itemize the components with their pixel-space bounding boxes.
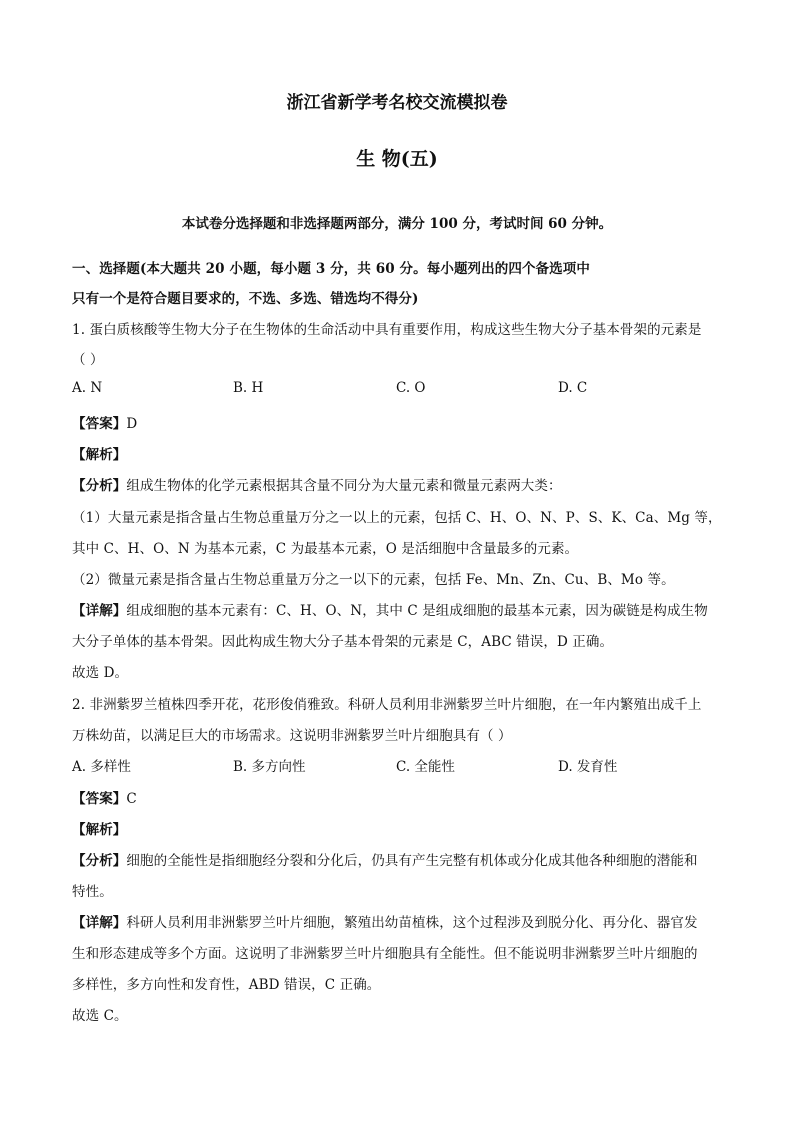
q2-fenxi-text-1: 细胞的全能性是指细胞经分裂和分化后，仍具有产生完整有机体或分化成其他各种细胞的潜能和	[126, 853, 698, 869]
q2-stem-line-1: 2. 非洲紫罗兰植株四季开花，花形俊俏雅致。科研人员利用非洲紫罗兰叶片细胞，在一年内繁殖出成千上	[72, 697, 702, 713]
q1-answer	[72, 412, 137, 432]
q1-detail-line-2: 大分子单体的基本骨架。因此构成生物大分子基本骨架的元素是 C，ABC 错误，D 正确。	[72, 634, 614, 650]
q2-answer-value: C	[126, 791, 137, 807]
q2-stem-line-2: 万株幼苗，以满足巨大的市场需求。这说明非洲紫罗兰叶片细胞具有（ ）	[72, 728, 512, 744]
q1-macro-elements-line-2: 其中 C、H、O、N 为基本元素，C 为最基本元素，O 是活细胞中含量最多的元素。	[72, 541, 579, 557]
q2-fenxi	[72, 849, 698, 869]
q2-fenxi-line-2: 特性。	[72, 884, 113, 900]
q1-conclusion: 故选 D。	[72, 665, 129, 681]
q2-answer	[72, 787, 137, 807]
q2-conclusion: 故选 C。	[72, 1008, 128, 1024]
exam-intro: 本试卷分选择题和非选择题两部分，满分 100 分，考试时间 60 分钟。	[181, 216, 613, 232]
q2-detail-text-1: 科研人员利用非洲紫罗兰叶片细胞，繁殖出幼苗植株，这个过程涉及到脱分化、再分化、器官发	[126, 915, 698, 931]
q2-option-d: D. 发育性	[558, 759, 618, 775]
section-heading-line-2: 只有一个是符合题目要求的，不选、多选、错选均不得分)	[72, 291, 419, 307]
q2-fenxi-label: 【分析】	[72, 853, 127, 869]
q1-option-c: C. O	[396, 380, 426, 396]
exam-title: 浙江省新学考名校交流模拟卷	[286, 93, 508, 113]
q1-detail-text-1: 组成细胞的基本元素有：C、H、O、N，其中 C 是组成细胞的最基本元素，因为碳链是构成生物	[126, 603, 708, 619]
q1-stem-line-2: （ ）	[72, 352, 104, 368]
q1-analysis-label: 【解析】	[72, 447, 127, 463]
q1-stem-line-1: 1. 蛋白质核酸等生物大分子在生物体的生命活动中具有重要作用，构成这些生物大分子基本骨架的元素是	[72, 322, 702, 338]
q1-option-b: B. H	[233, 380, 264, 396]
q1-answer-label: 【答案】	[72, 416, 127, 432]
q1-macro-elements-line-1: （1）大量元素是指含量占生物总重量万分之一以上的元素，包括 C、H、O、N、P、S、K、Ca、Mg 等，	[72, 510, 722, 526]
q1-option-d: D. C	[558, 380, 588, 396]
q2-answer-label: 【答案】	[72, 791, 127, 807]
q1-answer-value: D	[126, 416, 138, 432]
q2-detail-line-3: 多样性，多方向性和发育性，ABD 错误，C 正确。	[72, 977, 381, 993]
q2-option-c: C. 全能性	[396, 759, 455, 775]
q2-option-b: B. 多方向性	[233, 759, 306, 775]
q1-detail-label: 【详解】	[72, 603, 127, 619]
q2-detail-line-2: 生和形态建成等多个方面。这说明了非洲紫罗兰叶片细胞具有全能性。但不能说明非洲紫罗兰叶片细胞的	[72, 946, 698, 962]
q1-micro-elements-line: （2）微量元素是指含量占生物总重量万分之一以下的元素，包括 Fe、Mn、Zn、Cu、B、Mo 等。	[72, 572, 675, 588]
q1-fenxi	[72, 474, 562, 494]
q1-detail	[72, 599, 708, 619]
q1-fenxi-label: 【分析】	[72, 478, 127, 494]
q2-detail	[72, 911, 698, 931]
q2-detail-label: 【详解】	[72, 915, 127, 931]
q2-analysis-label: 【解析】	[72, 822, 127, 838]
q1-option-a: A. N	[72, 380, 103, 396]
section-heading-line-1: 一、选择题(本大题共 20 小题，每小题 3 分，共 60 分。每小题列出的四个备选项中	[72, 261, 590, 277]
q1-fenxi-text: 组成生物体的化学元素根据其含量不同分为大量元素和微量元素两大类：	[126, 478, 562, 494]
subject-title: 生 物(五)	[356, 148, 438, 170]
q2-option-a: A. 多样性	[72, 759, 131, 775]
